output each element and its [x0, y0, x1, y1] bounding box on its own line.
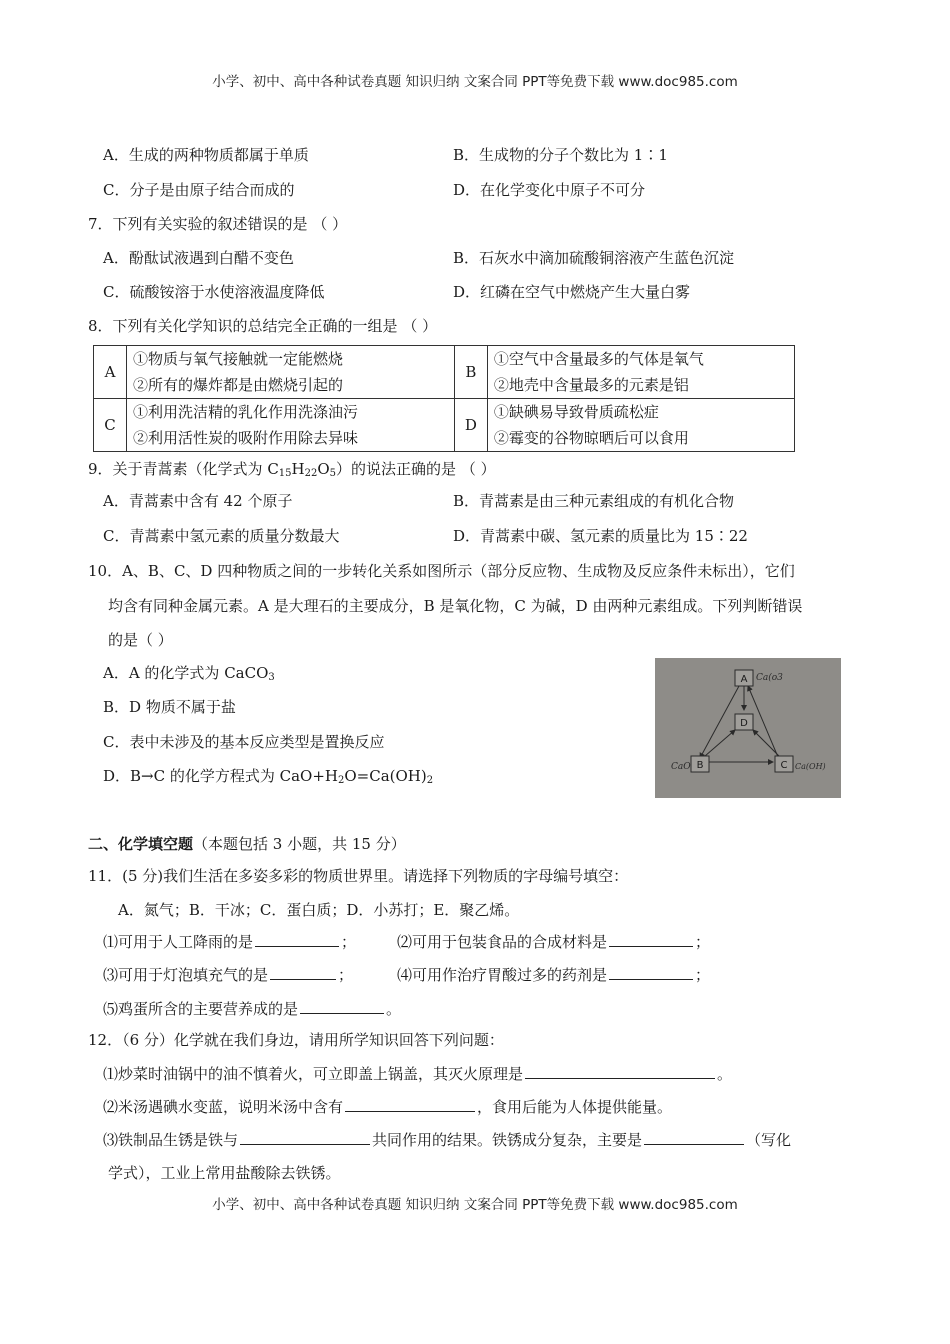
part-text: ；	[338, 966, 354, 984]
table-key-c: C	[94, 399, 127, 452]
part-text: ；	[341, 933, 357, 951]
table-cell	[487, 399, 794, 452]
diagram-annotation-b: CaO	[671, 762, 691, 772]
part-text: 共同作用的结果。铁锈成分复杂，主要是	[372, 1131, 643, 1149]
q11-choices: A．氮气；B．干冰；C．蛋白质；D．小苏打；E．聚乙烯。	[118, 901, 520, 919]
q6-option-b: B．生成物的分子个数比为 1∶1	[453, 146, 668, 164]
cell-line: ①利用洗洁精的乳化作用洗涤油污	[133, 403, 359, 421]
subscript: 3	[268, 672, 275, 683]
q10-stem-line1: 10．A、B、C、D 四种物质之间的一步转化关系如图所示（部分反应物、生成物及反应条件未标出），它们	[88, 562, 795, 580]
subscript: 22	[304, 468, 318, 479]
q12-part-2	[103, 1096, 672, 1117]
q10-stem-line2: 均含有同种金属元素。A 是大理石的主要成分，B 是氧化物，C 为碱，D 由两种元素组成。下列判断错误	[108, 597, 803, 615]
option-text: D．B→C 的化学方程式为 CaO+H	[103, 767, 338, 785]
q11-part-3	[103, 964, 353, 985]
section-title	[88, 834, 406, 854]
subscript: 2	[338, 775, 345, 786]
cell-line: ②所有的爆炸都是由燃烧引起的	[133, 376, 344, 394]
part-text: ，食用后能为人体提供能量。	[477, 1098, 673, 1116]
part-text: ⑸鸡蛋所含的主要营养成的是	[103, 1000, 299, 1018]
subscript: 2	[426, 775, 434, 786]
table-key-b: B	[454, 346, 487, 399]
option-text: O=Ca(OH)	[344, 767, 427, 785]
table-row	[94, 346, 795, 399]
q12-stem: 12．（6 分）化学就在我们身边，请用所学知识回答下列问题：	[88, 1031, 504, 1049]
q8-table	[93, 345, 795, 452]
section-heading: 二、化学填空题	[88, 835, 194, 853]
q7-option-b: B．石灰水中滴加硫酸铜溶液产生蓝色沉淀	[453, 249, 735, 267]
diagram-annotation-a: Ca(o3	[756, 673, 783, 683]
table-cell	[127, 399, 455, 452]
q12-part-3-cont: 学式），工业上常用盐酸除去铁锈。	[108, 1164, 341, 1182]
cell-line: ②地壳中含量最多的元素是铝	[493, 376, 689, 394]
q9-option-c: C．青蒿素中氢元素的质量分数最大	[103, 527, 340, 545]
q11-part-5	[103, 998, 401, 1019]
q10-option-d	[103, 766, 433, 791]
table-row	[94, 399, 795, 452]
subscript: 15	[278, 468, 292, 479]
part-text: ⑷可用作治疗胃酸过多的药剂是	[397, 966, 608, 984]
q6-option-d: D．在化学变化中原子不可分	[453, 181, 646, 199]
q10-option-b: B．D 物质不属于盐	[103, 698, 236, 716]
page-header: 小学、初中、高中各种试卷真题 知识归纳 文案合同 PPT等免费下载 www.doc985.com	[212, 74, 738, 90]
q11-part-2	[397, 931, 710, 952]
q9-option-a: A．青蒿素中含有 42 个原子	[103, 492, 293, 510]
part-text: ⑴可用于人工降雨的是	[103, 933, 254, 951]
q6-option-c: C．分子是由原子结合而成的	[103, 181, 295, 199]
answer-blank[interactable]	[609, 931, 693, 947]
page-footer: 小学、初中、高中各种试卷真题 知识归纳 文案合同 PPT等免费下载 www.doc985.com	[212, 1197, 738, 1213]
formula-part: O	[317, 460, 330, 478]
diagram-node-a: A	[740, 674, 748, 685]
q10-option-c: C．表中未涉及的基本反应类型是置换反应	[103, 733, 385, 751]
q9-stem	[88, 459, 496, 484]
part-text: ；	[695, 966, 711, 984]
q11-part-4	[397, 964, 710, 985]
answer-blank[interactable]	[525, 1063, 715, 1079]
part-text: 。	[386, 1000, 402, 1018]
q9-stem-text: ）的说法正确的是 （ ）	[336, 460, 496, 478]
answer-blank[interactable]	[644, 1129, 744, 1145]
q11-stem: 11．(5 分)我们生活在多姿多彩的物质世界里。请选择下列物质的字母编号填空：	[88, 867, 629, 885]
q12-part-3	[103, 1129, 791, 1150]
q7-option-c: C．硫酸铵溶于水使溶液温度降低	[103, 283, 325, 301]
q10-stem-line3: 的是（ ）	[108, 631, 173, 649]
q8-stem: 8．下列有关化学知识的总结完全正确的一组是 （ ）	[88, 317, 438, 335]
section-note: （本题包括 3 小题，共 15 分）	[193, 835, 406, 853]
option-text: A．A 的化学式为 CaCO	[103, 664, 269, 682]
q7-option-a: A．酚酞试液遇到白醋不变色	[103, 249, 294, 267]
cell-line: ②霉变的谷物晾晒后可以食用	[493, 429, 689, 447]
part-text: ⑵可用于包装食品的合成材料是	[397, 933, 608, 951]
answer-blank[interactable]	[609, 964, 693, 980]
table-cell	[487, 346, 794, 399]
q12-part-1	[103, 1063, 732, 1084]
q6-option-a: A．生成的两种物质都属于单质	[103, 146, 309, 164]
cell-line: ①空气中含量最多的气体是氧气	[493, 350, 704, 368]
part-text: ⑶可用于灯泡填充气的是	[103, 966, 269, 984]
part-text: （写化	[746, 1131, 792, 1149]
answer-blank[interactable]	[240, 1129, 370, 1145]
part-text: ⑶铁制品生锈是铁与	[103, 1131, 239, 1149]
part-text: ⑴炒菜时油锅中的油不慎着火，可立即盖上锅盖，其灭火原理是	[103, 1065, 524, 1083]
answer-blank[interactable]	[255, 931, 339, 947]
q11-part-1	[103, 931, 356, 952]
diagram-annotation-c: Ca(OH)	[795, 762, 826, 771]
table-key-d: D	[454, 399, 487, 452]
answer-blank[interactable]	[300, 998, 384, 1014]
subscript: 5	[329, 468, 337, 479]
part-text: ；	[695, 933, 711, 951]
q10-option-a	[103, 663, 275, 688]
answer-blank[interactable]	[345, 1096, 475, 1112]
q9-stem-text: 9．关于青蒿素（化学式为 C	[88, 460, 279, 478]
q9-option-d: D．青蒿素中碳、氢元素的质量比为 15∶22	[453, 527, 748, 545]
q9-option-b: B．青蒿素是由三种元素组成的有机化合物	[453, 492, 735, 510]
table-key-a: A	[94, 346, 127, 399]
formula-part: H	[291, 460, 305, 478]
part-text: ⑵米汤遇碘水变蓝，说明米汤中含有	[103, 1098, 344, 1116]
diagram-node-b: B	[696, 760, 704, 771]
diagram-node-d: D	[740, 718, 748, 729]
answer-blank[interactable]	[270, 964, 336, 980]
part-text: 。	[717, 1065, 733, 1083]
q7-option-d: D．红磷在空气中燃烧产生大量白雾	[453, 283, 691, 301]
cell-line: ①物质与氧气接触就一定能燃烧	[133, 350, 344, 368]
cell-line: ①缺碘易导致骨质疏松症	[493, 403, 659, 421]
q7-stem: 7．下列有关实验的叙述错误的是 （ ）	[88, 215, 348, 233]
diagram-node-c: C	[780, 760, 788, 771]
cell-line: ②利用活性炭的吸附作用除去异味	[133, 429, 359, 447]
conversion-diagram-photo	[655, 658, 841, 798]
table-cell	[127, 346, 455, 399]
